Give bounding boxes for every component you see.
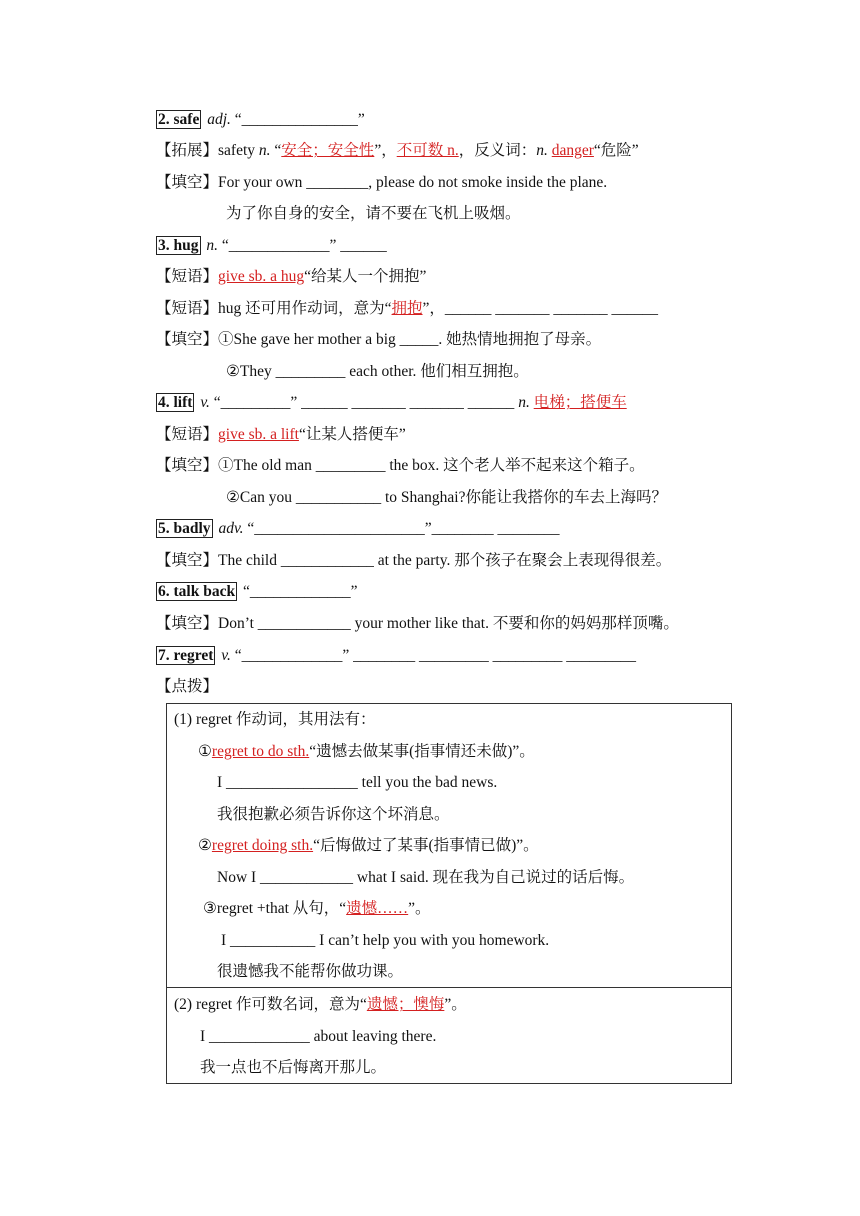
entry-talk-back: 6. talk back “_____________” bbox=[158, 583, 358, 600]
box-heading: (1) regret 作动词，其用法有： bbox=[174, 711, 376, 728]
safe-extension: 【拓展】safety n. “安全；安全性”，不可数 n.，反义词：n. danger“危险” bbox=[156, 142, 639, 159]
entry-headword: 7. regret bbox=[158, 647, 214, 664]
noun-translation: 我一点也不后悔离开那儿。 bbox=[200, 1059, 387, 1076]
lift-fill: 【填空】①The old man _________ the box. 这个老人举不起来这个箱子。 bbox=[156, 457, 645, 474]
entry-safe: 2. safe adj. “_______________” bbox=[158, 111, 365, 128]
usage-1-translation: 我很抱歉必须告诉你这个坏消息。 bbox=[217, 806, 450, 823]
hug-phrase-2: 【短语】hug 还可用作动词，意为“拥抱”，______ _______ _______ ______ bbox=[156, 300, 659, 317]
usage-1-example: I _________________ tell you the bad news. bbox=[217, 774, 498, 791]
usage-1: ①regret to do sth.“遗憾去做某事(指事情还未做)”。 bbox=[198, 743, 535, 760]
entry-headword: 2. safe bbox=[158, 111, 200, 128]
hug-fill-2: ②They _________ each other. 他们相互拥抱。 bbox=[226, 363, 529, 380]
usage-3: ③regret +that 从句，“遗憾……”。 bbox=[203, 900, 431, 917]
usage-2-example: Now I ____________ what I said. 现在我为自己说过的话后悔。 bbox=[217, 869, 635, 886]
hug-fill: 【填空】①She gave her mother a big _____. 她热情地拥抱了母亲。 bbox=[156, 331, 602, 348]
noun-example: I _____________ about leaving there. bbox=[200, 1028, 437, 1045]
regret-verb-usage-box bbox=[166, 703, 732, 988]
lift-fill-2: ②Can you ___________ to Shanghai?你能让我搭你的车去上海吗？ bbox=[226, 489, 667, 506]
entry-hug: 3. hug n. “_____________” ______ bbox=[158, 237, 387, 254]
talk-back-fill: 【填空】Don’t ____________ your mother like that. 不要和你的妈妈那样顶嘴。 bbox=[156, 615, 679, 632]
usage-2: ②regret doing sth.“后悔做过了某事(指事情已做)”。 bbox=[198, 837, 539, 854]
usage-3-translation: 很遗憾我不能帮你做功课。 bbox=[217, 963, 404, 980]
entry-headword: 4. lift bbox=[158, 394, 193, 411]
lift-phrase: 【短语】give sb. a lift“让某人搭便车” bbox=[156, 426, 406, 443]
usage-3-example: I ___________ I can’t help you with you homework. bbox=[221, 932, 550, 949]
regret-tips-label: 【点拨】 bbox=[156, 678, 219, 695]
entry-headword: 6. talk back bbox=[158, 583, 236, 600]
entry-headword: 5. badly bbox=[158, 520, 211, 537]
badly-fill: 【填空】The child ____________ at the party. 那个孩子在聚会上表现得很差。 bbox=[156, 552, 672, 569]
entry-badly: 5. badly adv. “______________________”________ ________ bbox=[158, 520, 560, 537]
entry-lift: 4. lift v. “_________” ______ _______ _______ ______ n. 电梯；搭便车 bbox=[158, 394, 627, 411]
safe-fill: 【填空】For your own ________, please do not smoke inside the plane. bbox=[156, 174, 608, 191]
box-heading: (2) regret 作可数名词，意为“遗憾；懊悔”。 bbox=[174, 996, 467, 1013]
hug-phrase-1: 【短语】give sb. a hug“给某人一个拥抱” bbox=[156, 268, 427, 285]
safe-fill-translation: 为了你自身的安全，请不要在飞机上吸烟。 bbox=[226, 205, 521, 222]
entry-headword: 3. hug bbox=[158, 237, 199, 254]
regret-noun-usage-box bbox=[166, 987, 732, 1084]
entry-regret: 7. regret v. “_____________” ________ _________ _________ _________ bbox=[158, 647, 636, 664]
